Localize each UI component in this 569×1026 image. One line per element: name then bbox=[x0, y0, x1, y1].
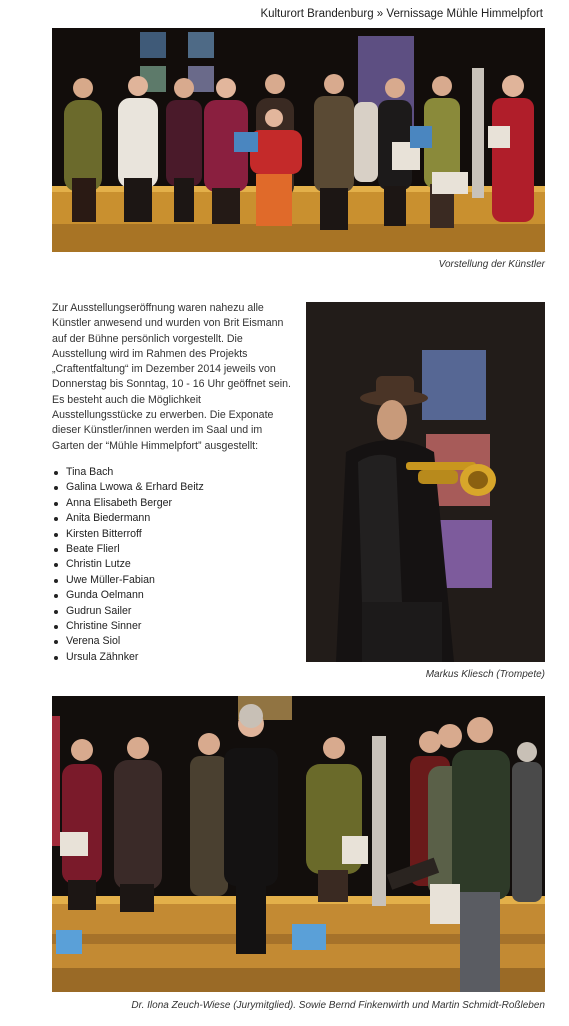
photo-artists-introduction[interactable] bbox=[52, 28, 545, 252]
photo-trumpet-player[interactable] bbox=[306, 302, 545, 662]
list-item: Galina Lwowa & Erhard Beitz bbox=[52, 480, 292, 495]
breadcrumb-site[interactable]: Kulturort Brandenburg bbox=[260, 8, 374, 20]
list-item: Kirsten Bitterroff bbox=[52, 527, 292, 542]
breadcrumb-separator: » bbox=[376, 8, 384, 20]
list-item: Christin Lutze bbox=[52, 557, 292, 572]
list-item: Uwe Müller-Fabian bbox=[52, 573, 292, 588]
list-item: Christine Sinner bbox=[52, 619, 292, 634]
photo-jury-on-stage[interactable] bbox=[52, 696, 545, 992]
photo-caption-jury: Dr. Ilona Zeuch-Wiese (Jurymitglied). Sowie Bernd Finkenwirth und Martin Schmidt-Roßleben bbox=[131, 1000, 545, 1011]
list-item: Gudrun Sailer bbox=[52, 604, 292, 619]
list-item: Anna Elisabeth Berger bbox=[52, 496, 292, 511]
article-paragraph: Zur Ausstellungseröffnung waren nahezu alle Künstler anwesend und wurden von Brit Eismann auf der Bühne persönlich vorgestellt. Die Ausstellung wird im Rahmen des Projekts „Craftentfaltung“ im Dezember 2014 jeweils von Donnerstag bis Sonntag, 10 - 16 Uhr geöffnet sein. Es besteht auch die Möglichkeit Ausstellungsstücke zu erwerben. Die Exponate dieser Künstler/innen werden im Saal und im Garten der “Mühle Himmelpfort” ausgestellt: bbox=[52, 302, 291, 452]
list-item: Beate Flierl bbox=[52, 542, 292, 557]
photo-jury-on-stage-image bbox=[52, 696, 545, 992]
photo-artists-introduction-image bbox=[52, 28, 545, 252]
list-item: Gunda Oelmann bbox=[52, 588, 292, 603]
artist-list bbox=[52, 465, 292, 665]
breadcrumb-page: Vernissage Mühle Himmelpfort bbox=[386, 8, 543, 20]
list-item: Ursula Zähnker bbox=[52, 650, 292, 665]
list-item: Verena Siol bbox=[52, 634, 292, 649]
photo-caption-trumpet: Markus Kliesch (Trompete) bbox=[425, 669, 545, 680]
photo-caption-artists: Vorstellung der Künstler bbox=[438, 259, 545, 270]
photo-trumpet-player-image bbox=[306, 302, 545, 662]
list-item: Tina Bach bbox=[52, 465, 292, 480]
breadcrumb bbox=[260, 8, 543, 20]
list-item: Anita Biedermann bbox=[52, 511, 292, 526]
